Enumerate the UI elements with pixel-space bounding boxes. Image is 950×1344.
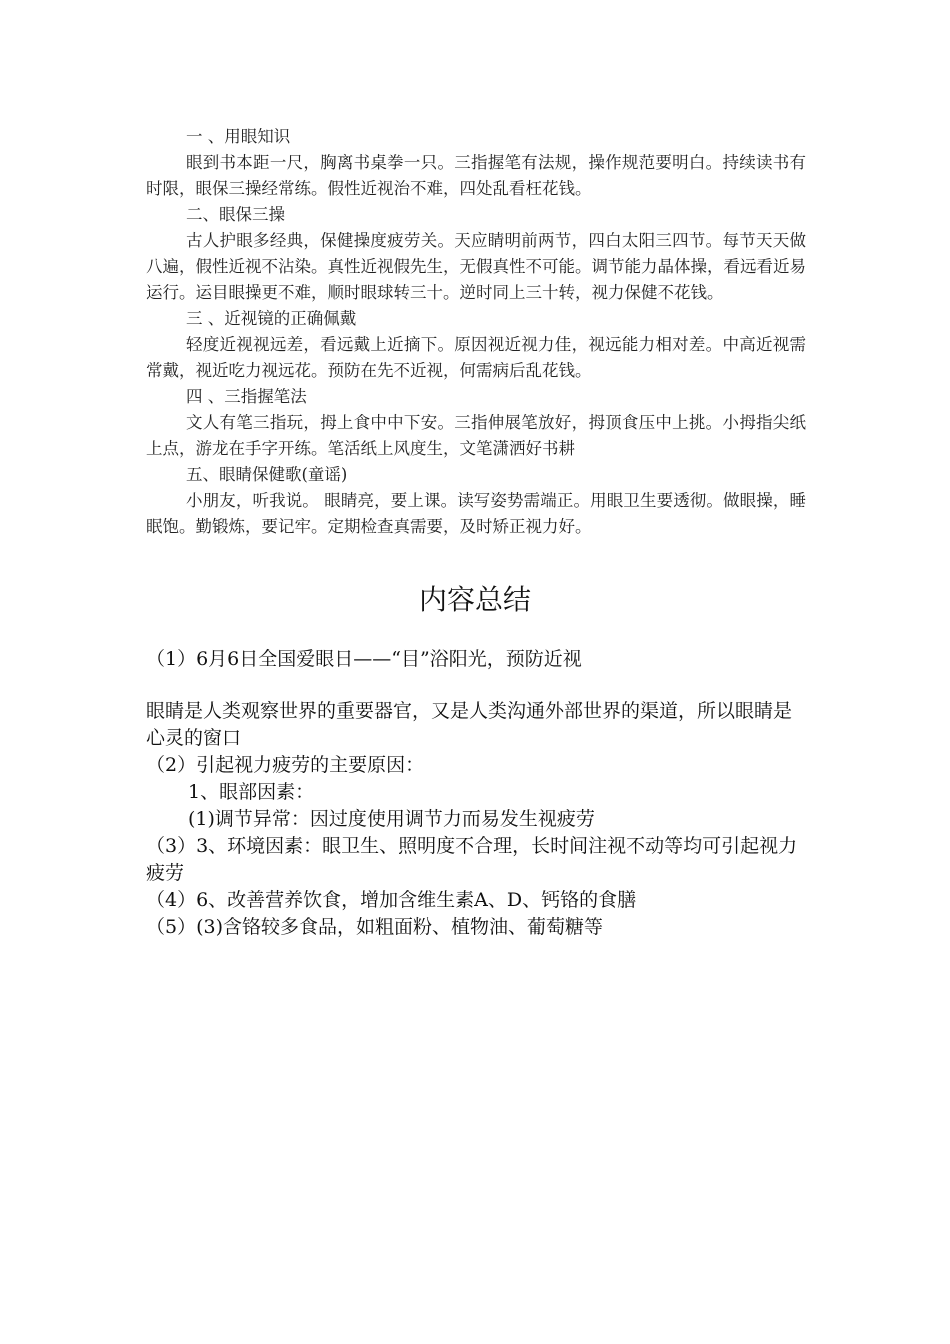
summary-line: （3）3、环境因素：眼卫生、照明度不合理，长时间注视不动等均可引起视力疲劳 — [146, 835, 798, 884]
summary-line: (1)调节异常：因过度使用调节力而易发生视疲劳 — [188, 808, 595, 830]
section-paragraph: 轻度近视视远差，看远戴上近摘下。原因视近视力佳，视远能力相对差。中高近视需常戴，视近吃力视远花。预防在先不近视，何需病后乱花钱。 — [146, 335, 806, 380]
section-paragraph: 眼到书本距一尺，胸离书桌拳一只。三指握笔有法规，操作规范要明白。持续读书有时限，眼保三操经常练。假性近视治不难，四处乱看枉花钱。 — [146, 153, 806, 198]
section-heading: 三 、近视镜的正确佩戴 — [186, 309, 357, 328]
section-heading: 二、眼保三操 — [186, 205, 285, 224]
eye-care-section — [146, 124, 806, 540]
summary-line: （2）引起视力疲劳的主要原因： — [146, 754, 425, 776]
section-heading: 五、眼睛保健歌(童谣) — [186, 465, 348, 484]
summary-line: 眼睛是人类观察世界的重要器官，又是人类沟通外部世界的渠道，所以眼睛是心灵的窗口 — [146, 700, 793, 749]
summary-line: （1）6月6日全国爱眼日——“目”浴阳光，预防近视 — [146, 648, 582, 670]
summary-line: （5）(3)含铬较多食品，如粗面粉、植物油、葡萄糖等 — [146, 916, 604, 938]
summary-line: 1、眼部因素： — [188, 781, 315, 803]
summary-title: 内容总结 — [418, 583, 531, 616]
section-heading: 一 、用眼知识 — [186, 127, 291, 146]
section-paragraph: 文人有笔三指玩，拇上食中中下安。三指伸展笔放好，拇顶食压中上挑。小拇指尖纸上点，游龙在手字开练。笔活纸上风度生，文笔潇洒好书耕 — [146, 413, 806, 458]
spacer — [146, 673, 806, 698]
section-paragraph: 小朋友，听我说。 眼睛亮，要上课。读写姿势需端正。用眼卫生要透彻。做眼操，睡眠饱。勤锻炼，要记牢。定期检查真需要，及时矫正视力好。 — [146, 491, 806, 536]
summary-section — [146, 646, 806, 941]
section-paragraph: 古人护眼多经典，保健操度疲劳关。天应睛明前两节，四白太阳三四节。每节天天做八遍，假性近视不沾染。真性近视假先生，无假真性不可能。调节能力晶体操，看远看近易运行。运目眼操更不难，顺时眼球转三十。逆时同上三十转，视力保健不花钱。 — [146, 231, 806, 302]
summary-line: （4）6、改善营养饮食，增加含维生素A、D、钙铬的食膳 — [146, 889, 637, 911]
section-heading: 四 、三指握笔法 — [186, 387, 307, 406]
